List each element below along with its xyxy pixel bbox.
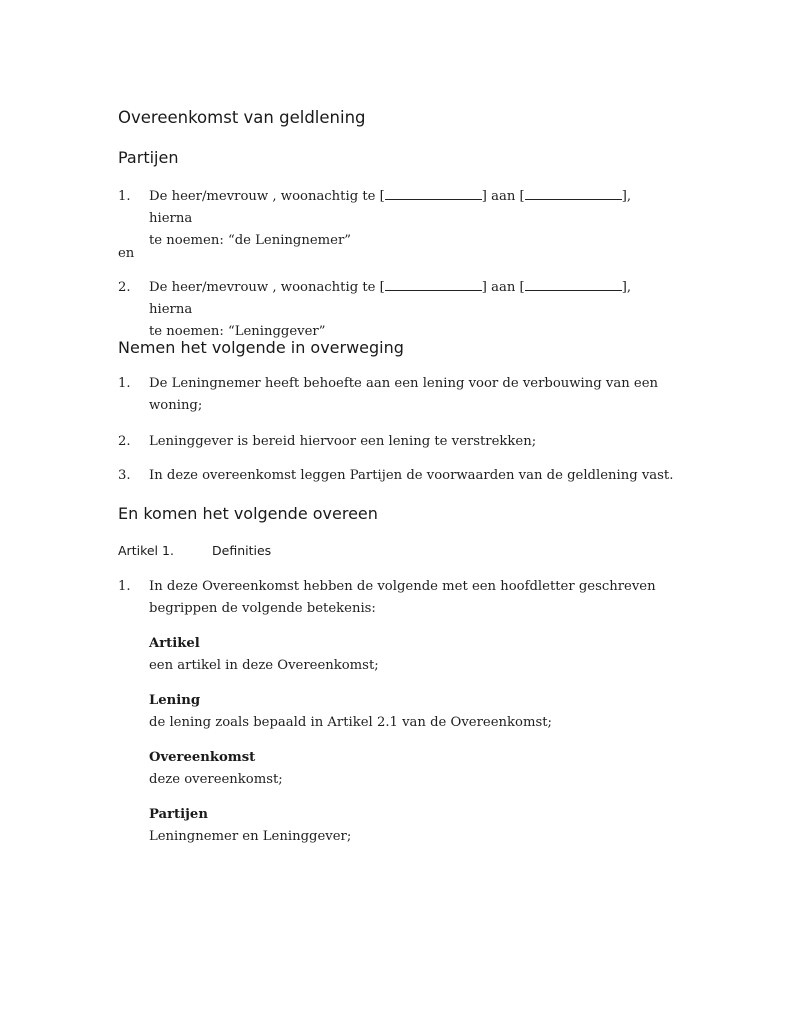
party-1: 1. De heer/mevrouw , woonachtig te [ ] aan [ ], hierna te noemen: “de Leningnemer” <box>118 186 678 230</box>
blank-field <box>525 277 622 291</box>
article-number: Artikel 1. <box>118 543 174 558</box>
consideration-3: 3. In deze overeenkomst leggen Partijen de voorwaarden van de geldlening vast. <box>118 468 674 483</box>
consideration-2: 2. Leninggever is bereid hiervoor een lening te verstrekken; <box>118 434 537 449</box>
blank-field <box>385 277 482 291</box>
article-heading <box>118 543 271 558</box>
article-item-1: 1. In deze Overeenkomst hebben de volgende met een hoofdletter geschreven begrippen de volgende betekenis: <box>118 579 656 616</box>
agree-heading: En komen het volgende overeen <box>118 504 378 523</box>
consideration-1: 1. De Leningnemer heeft behoefte aan een lening voor de verbouwing van een woning; <box>118 376 659 413</box>
definition-term: Overeenkomst <box>149 750 256 765</box>
parties-heading: Partijen <box>118 148 179 167</box>
definition-term: Partijen <box>149 807 208 822</box>
party-2-number: 2. <box>118 280 131 295</box>
document-title: Overeenkomst van geldlening <box>118 108 366 127</box>
definition-text: een artikel in deze Overeenkomst; <box>149 658 379 673</box>
definition-term: Lening <box>149 693 201 708</box>
definition-text: de lening zoals bepaald in Artikel 2.1 van de Overeenkomst; <box>149 715 552 730</box>
conjunction: en <box>118 246 135 261</box>
blank-field <box>525 186 622 200</box>
definition-text: deze overeenkomst; <box>149 772 283 787</box>
party-2: 2. De heer/mevrouw , woonachtig te [ ] aan [ ], hierna te noemen: “Leninggever” <box>118 277 678 321</box>
article-title: Definities <box>212 543 272 558</box>
consider-heading: Nemen het volgende in overweging <box>118 338 404 357</box>
party-1-number: 1. <box>118 189 131 204</box>
definition-text: Leningnemer en Leninggever; <box>149 829 352 844</box>
blank-field <box>385 186 482 200</box>
definition-term: Artikel <box>149 636 200 651</box>
